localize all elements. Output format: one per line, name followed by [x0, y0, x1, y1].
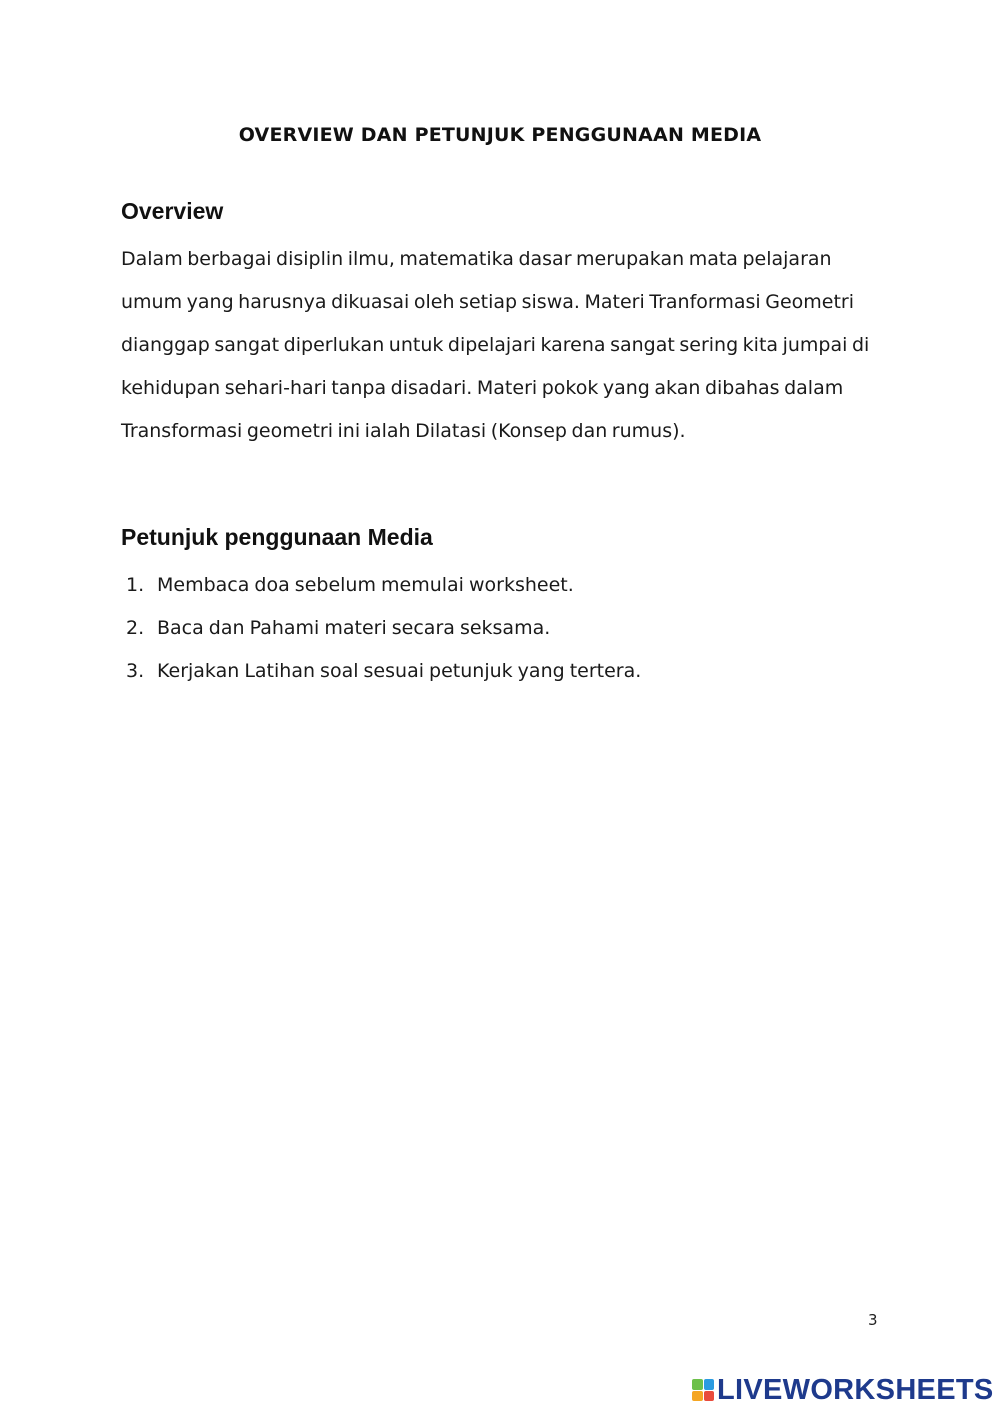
overview-heading: Overview	[121, 198, 224, 224]
logo-square	[692, 1379, 703, 1390]
logo-square	[704, 1391, 715, 1402]
logo-square	[704, 1379, 715, 1390]
instructions-section	[121, 522, 891, 693]
page-title: OVERVIEW DAN PETUNJUK PENGGUNAAN MEDIA	[238, 124, 762, 146]
step-text: Membaca doa sebelum memulai worksheet.	[157, 574, 574, 596]
liveworksheets-logo-icon	[692, 1379, 714, 1401]
liveworksheets-brand[interactable]	[692, 1372, 994, 1408]
page-number: 3	[868, 1311, 878, 1329]
instructions-list	[121, 564, 891, 693]
step-text: Kerjakan Latihan soal sesuai petunjuk yang tertera.	[157, 660, 642, 682]
instruction-step	[121, 650, 891, 693]
step-number: 3.	[126, 660, 145, 682]
logo-square	[692, 1391, 703, 1402]
step-number: 1.	[126, 574, 145, 596]
overview-section	[121, 196, 891, 453]
instruction-step	[121, 607, 891, 650]
overview-paragraph: Dalam berbagai disiplin ilmu, matematika dasar merupakan mata pelajaran umum yang harusnya dikuasai oleh setiap siswa. Materi Tranformasi Geometri dianggap sangat diperlukan untuk dipelajari karena sangat sering kita jumpai di kehidupan sehari-hari tanpa disadari. Materi pokok yang akan dibahas dalam Transformasi geometri ini ialah Dilatasi (Konsep dan rumus).	[121, 248, 870, 442]
brand-name: LIVEWORKSHEETS	[717, 1373, 994, 1406]
step-number: 2.	[126, 617, 145, 639]
instructions-heading: Petunjuk penggunaan Media	[121, 524, 433, 550]
instruction-step	[121, 564, 891, 607]
step-text: Baca dan Pahami materi secara seksama.	[157, 617, 551, 639]
